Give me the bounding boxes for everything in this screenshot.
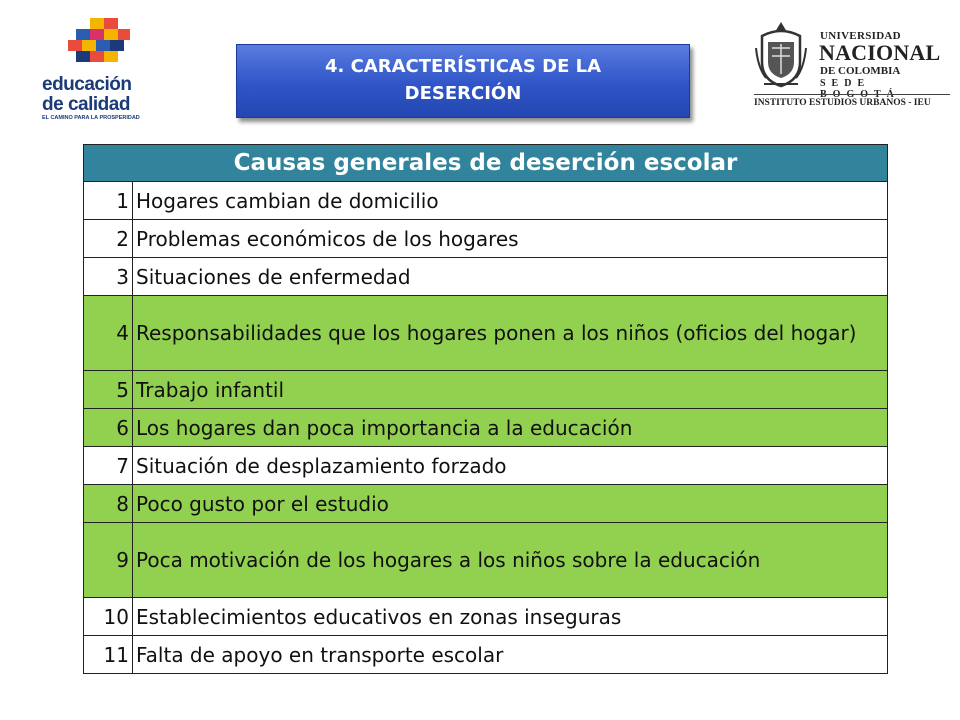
row-cause-text: Hogares cambian de domicilio <box>133 182 888 220</box>
cubes-logo-icon <box>68 18 130 70</box>
row-cause-text: Poco gusto por el estudio <box>133 485 888 523</box>
table-row <box>84 296 888 371</box>
logo-right-divider <box>754 94 950 95</box>
coat-of-arms-icon <box>754 18 808 90</box>
row-number: 5 <box>84 371 133 409</box>
logo-left-tagline: EL CAMINO PARA LA PROSPERIDAD <box>42 115 140 121</box>
row-cause-text: Problemas económicos de los hogares <box>133 220 888 258</box>
row-number: 11 <box>84 636 133 674</box>
table-row <box>84 485 888 523</box>
educacion-de-calidad-logo <box>38 18 158 121</box>
banner-line1: 4. CARACTERÍSTICAS DE LA <box>324 56 602 77</box>
logo-left-line1: educación <box>42 74 132 95</box>
row-number: 7 <box>84 447 133 485</box>
table-row <box>84 636 888 674</box>
table-row <box>84 447 888 485</box>
logo-right-line3: DE COLOMBIA <box>820 65 901 77</box>
table-row <box>84 258 888 296</box>
table-row <box>84 182 888 220</box>
table-row <box>84 409 888 447</box>
row-cause-text: Trabajo infantil <box>133 371 888 409</box>
section-title-banner <box>236 44 690 118</box>
row-number: 8 <box>84 485 133 523</box>
logo-right-line5: INSTITUTO ESTUDIOS URBANOS - IEU <box>754 98 931 108</box>
table-header: Causas generales de deserción escolar <box>84 145 888 182</box>
logo-right-line1: UNIVERSIDAD <box>820 30 901 42</box>
row-number: 9 <box>84 523 133 598</box>
logo-right-line4: SEDE <box>820 78 871 89</box>
row-number: 6 <box>84 409 133 447</box>
row-cause-text: Establecimientos educativos en zonas inseguras <box>133 598 888 636</box>
row-cause-text: Situaciones de enfermedad <box>133 258 888 296</box>
row-number: 4 <box>84 296 133 371</box>
logo-left-line2: de calidad <box>42 94 130 115</box>
row-number: 10 <box>84 598 133 636</box>
table-row <box>84 523 888 598</box>
row-cause-text: Los hogares dan poca importancia a la educación <box>133 409 888 447</box>
logo-right-line2: NACIONAL <box>819 40 941 65</box>
universidad-nacional-logo <box>754 18 954 118</box>
row-cause-text: Falta de apoyo en transporte escolar <box>133 636 888 674</box>
row-number: 3 <box>84 258 133 296</box>
table-row <box>84 371 888 409</box>
row-cause-text: Responsabilidades que los hogares ponen a los niños (oficios del hogar) <box>133 296 888 371</box>
row-cause-text: Situación de desplazamiento forzado <box>133 447 888 485</box>
table-body <box>84 182 888 674</box>
banner-line2: DESERCIÓN <box>404 83 522 104</box>
table-row <box>84 598 888 636</box>
dropout-causes-table <box>83 144 888 674</box>
row-cause-text: Poca motivación de los hogares a los niños sobre la educación <box>133 523 888 598</box>
row-number: 1 <box>84 182 133 220</box>
row-number: 2 <box>84 220 133 258</box>
table-row <box>84 220 888 258</box>
